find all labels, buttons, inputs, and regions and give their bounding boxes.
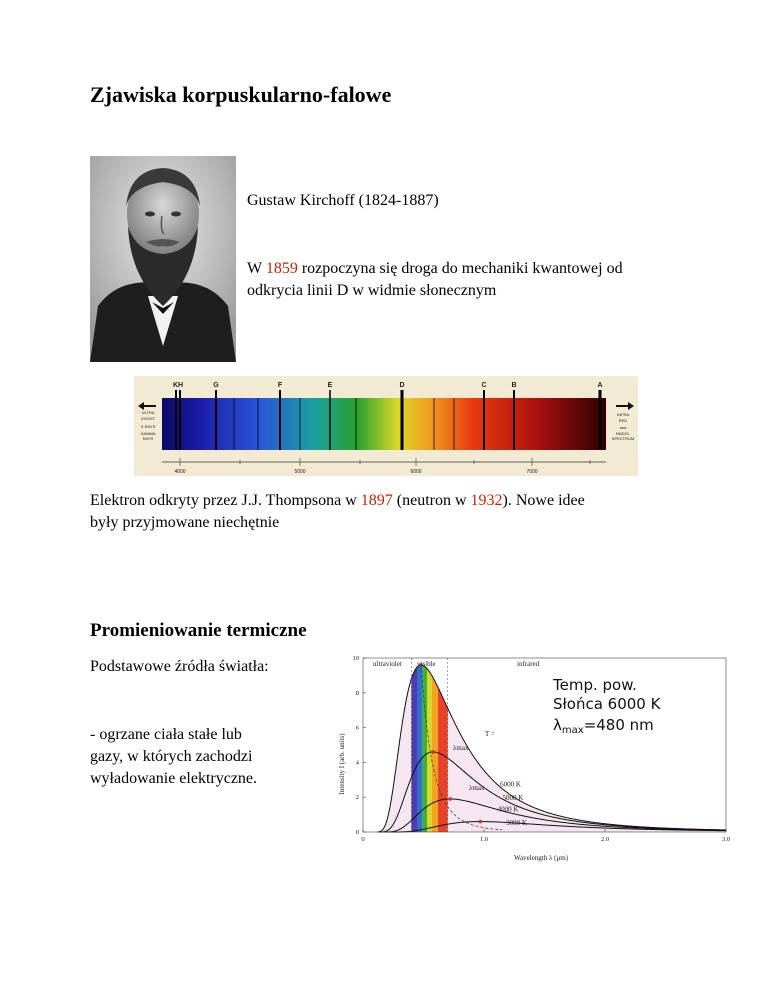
visible-band-4 [432,676,438,832]
peak-marker-1 [431,750,435,754]
y-tick-label-1: 2 [355,794,359,802]
x-axis-label: Wavelength λ (μm) [513,854,569,862]
electron-text-1: Elektron odkryty przez J.J. Thompsona w [90,492,361,509]
peak-marker-2 [448,797,452,801]
visible-band-5 [438,687,448,832]
series-label-1: 5000 K [502,793,524,802]
y-tick-label-4: 8 [355,689,359,697]
left-label-1: ULTRA [141,410,155,415]
x-tick-label-0: 0 [361,836,365,843]
x-tick-label-3: 3.0 [721,836,731,843]
note-subscript: max [561,725,584,736]
kirchoff-note-line1 [247,258,623,280]
left-label-2: VIOLET [140,416,156,421]
electron-text-2: (neutron w [392,492,471,509]
peak-marker-3 [479,820,483,824]
note-lambda: λ [553,716,562,734]
sources-line-2: gazy, w których zachodzi [90,748,253,765]
kirchoff-note-text-2: rozpoczyna się droga do mechaniki kwantowej od [297,260,623,277]
x-tick-label-1: 1.0 [479,836,489,843]
right-label-4: RADIO- [616,431,630,436]
line-label-f: F [277,382,283,389]
line-label-kh: KH [172,382,184,389]
y-tick-label-0: 0 [355,829,359,836]
kirchoff-note [247,258,623,302]
line-label-b: B [511,382,517,389]
sources-intro: Podstawowe źródła światła: [90,658,269,675]
line-label-a: A [597,382,603,389]
y-tick-label-2: 4 [355,759,359,767]
electron-paragraph [90,490,585,534]
line-label-d: D [399,382,405,389]
left-label-3: X-RAYS [140,424,156,429]
kirchoff-portrait [90,156,236,362]
scale-tick-5000: 5000 [294,469,306,475]
right-label-5: SPECTRUM [611,436,635,441]
y-axis-label: Intensity I (arb. units) [338,733,346,795]
left-label-5: RAYS [142,436,154,441]
kirchoff-note-line2: odkrycia linii D w widmie słonecznym [247,282,497,299]
line-label-e: E [327,382,333,389]
page-title: Zjawiska korpuskularno-falowe [90,82,392,107]
scale-tick-7000: 7000 [526,469,538,475]
x-tick-label-2: 2.0 [600,836,610,843]
electron-text-3: ). Nowe idee [502,492,585,509]
region-ultraviolet: ultraviolet [373,660,402,668]
solar-spectrum-figure [134,376,638,476]
right-label-3: and [619,425,627,430]
note-value: =480 nm [583,716,654,734]
blackbody-chart [333,654,736,864]
series-label-0: 6000 K [500,780,521,789]
series-label-3: 3000 K [506,819,527,828]
note-line-3 [553,716,654,736]
region-visible: visible [417,660,436,668]
y-tick-label-3: 6 [355,724,359,732]
electron-line1 [90,490,585,512]
sources-line-1: - ogrzane ciała stałe lub [90,726,242,743]
y-tick-label-5: 10 [352,655,359,662]
kirchoff-note-text: W [247,260,266,277]
sources-list [90,724,257,790]
year-1897: 1897 [360,492,393,509]
line-label-g: G [213,382,219,389]
year-1932: 1932 [470,492,503,509]
note-line-1: Temp. pow. [553,676,637,694]
portrait-caption: Gustaw Kirchoff (1824-1887) [247,192,439,209]
scale-tick-6000: 6000 [410,469,422,475]
visible-band-3 [427,669,432,832]
section-title: Promieniowanie termiczne [90,620,307,641]
year-1859: 1859 [265,260,298,277]
sun-temperature-note [552,676,662,736]
series-label-2: 4000 K [497,805,519,814]
lambda-max-label-1: λmax [453,744,469,752]
electron-line2: były przyjmowane niechętnie [90,514,280,531]
lambda-max-label-2: λmax [469,784,485,792]
line-label-c: C [481,382,487,389]
scale-tick-4000: 4000 [174,469,186,475]
right-label-2: RED [618,418,628,423]
visible-band-1 [417,665,422,832]
visible-band-0 [411,667,417,832]
legend-title: T = [485,730,495,738]
sources-line-3: wyładowanie elektryczne. [90,770,258,787]
region-infrared: infrared [517,660,540,668]
note-line-2: Słońca 6000 K [553,695,661,713]
left-label-4: GAMMA [140,431,156,436]
right-label-1: INFRA [617,412,629,417]
